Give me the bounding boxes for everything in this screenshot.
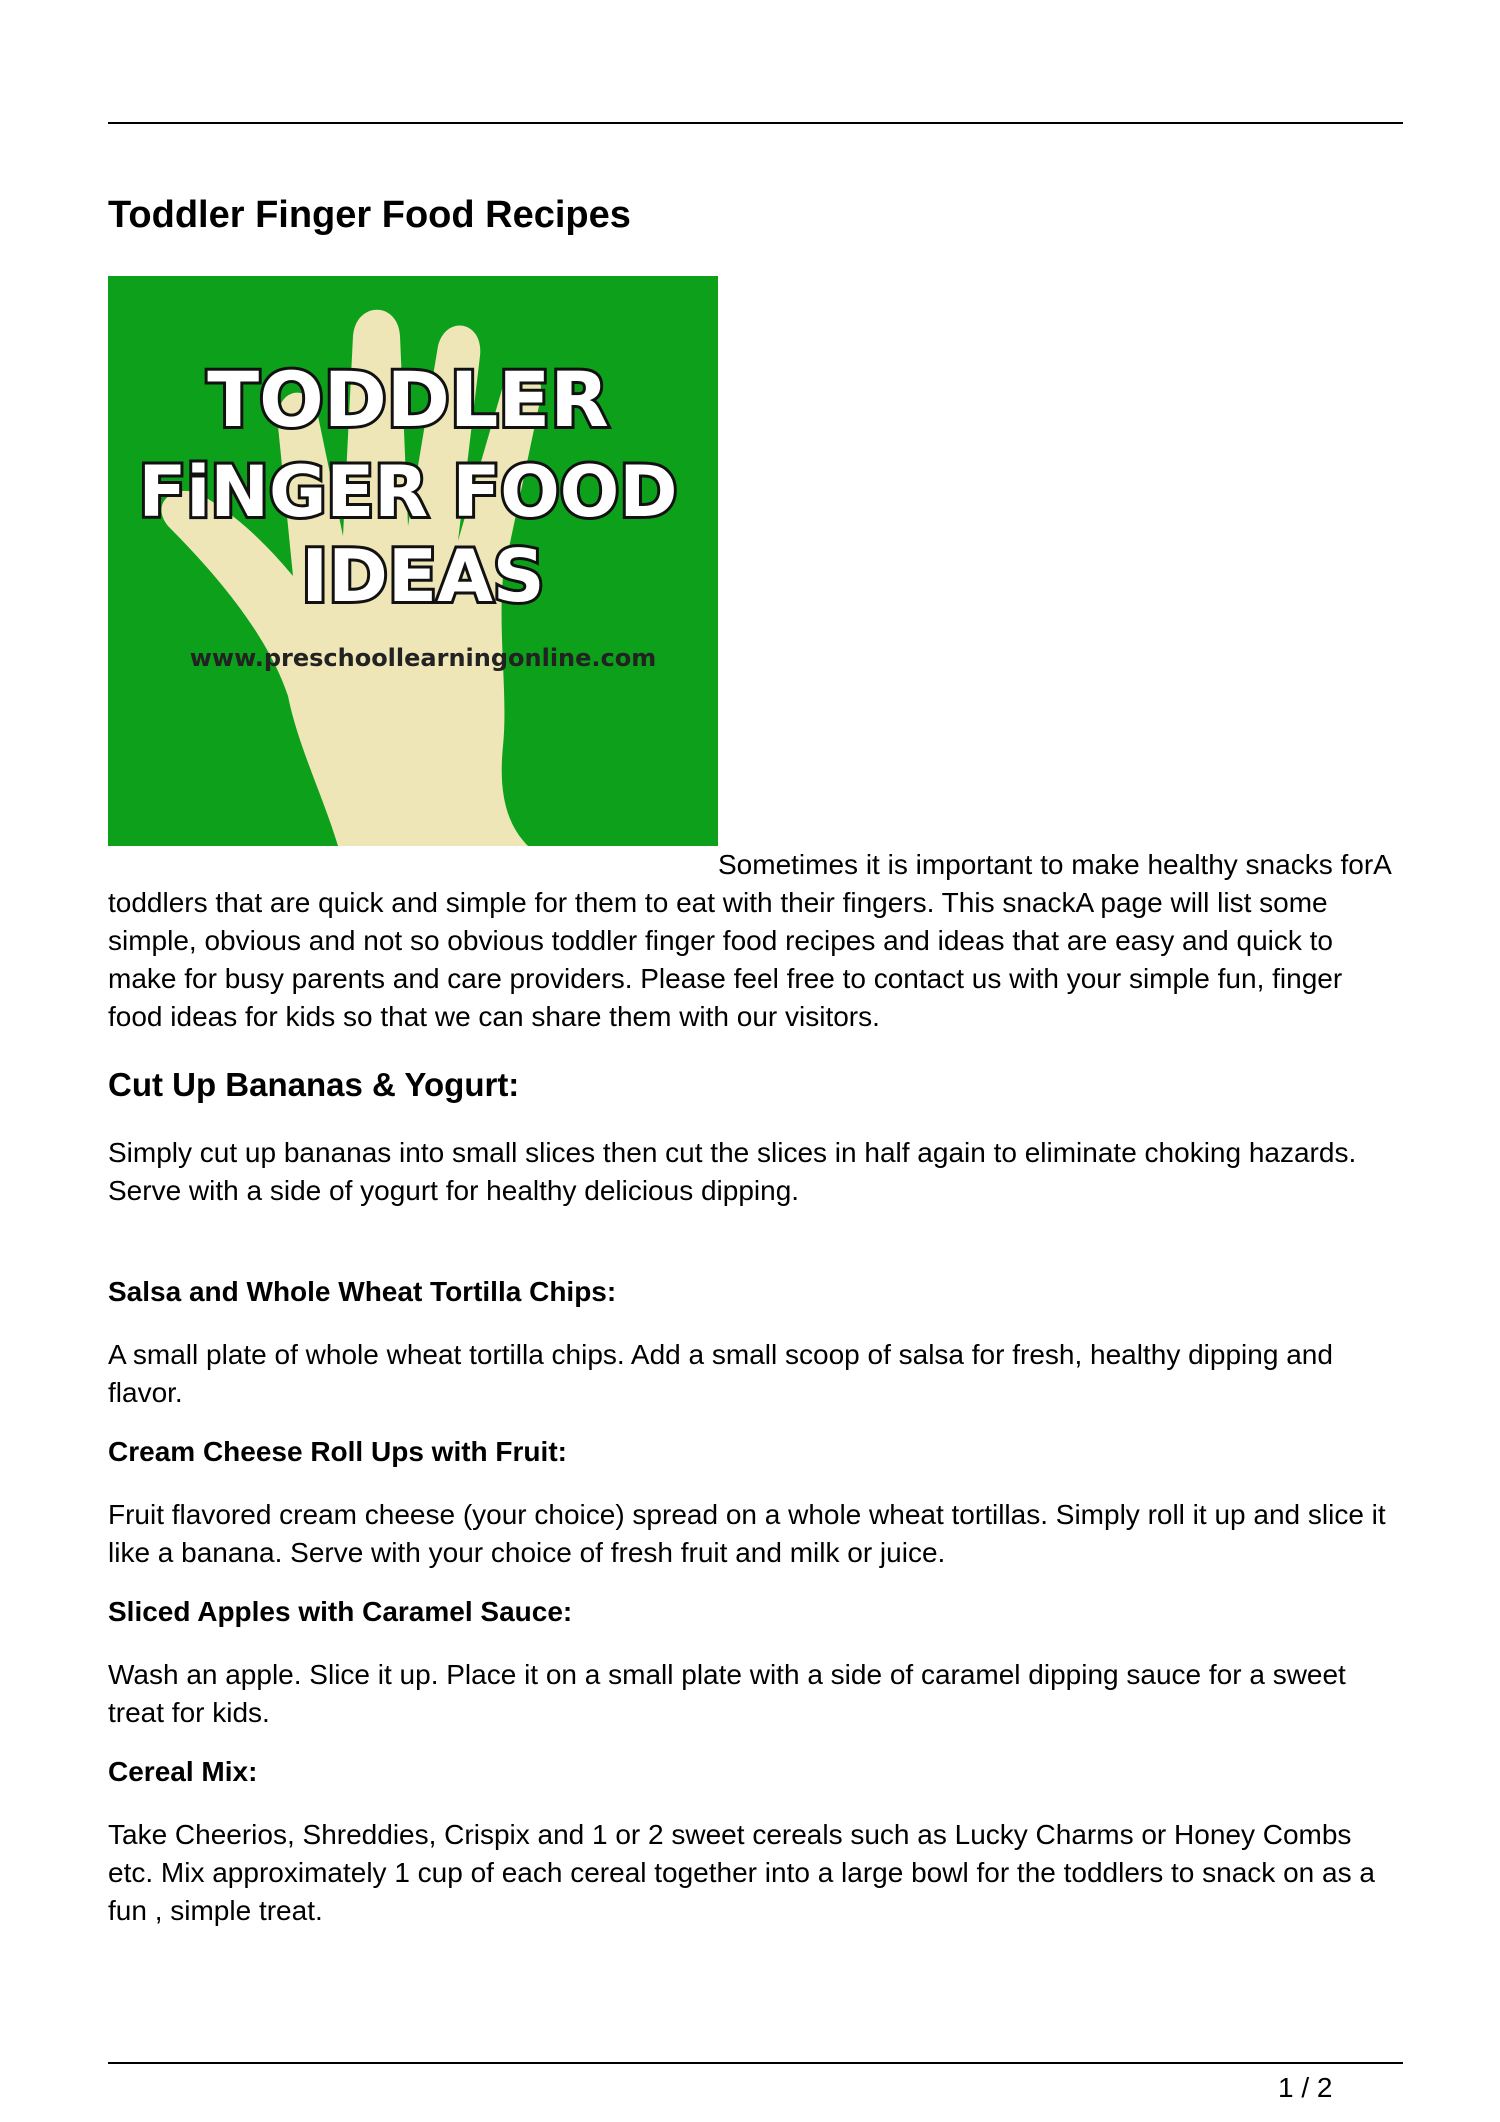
section-body: A small plate of whole wheat tortilla chips. Add a small scoop of salsa for fresh, healthy dipping and flavor. [108, 1339, 1333, 1408]
section-heading: Sliced Apples with Caramel Sauce: [108, 1596, 573, 1627]
section-heading: Cut Up Bananas & Yogurt: [108, 1066, 520, 1103]
hand-illustration [108, 276, 718, 846]
intro-paragraph: Sometimes it is important to make healthy snacks forA toddlers that are quick and simple for them to eat with their fingers. This snackA page will list some simple, obvious and not so obvious toddler finger food recipes and ideas that are easy and quick to make for busy parents and care providers. Please feel free to contact us with your simple fun, finger food ideas for kids so that we can share them with our visitors. [108, 849, 1391, 1032]
section-body: Wash an apple. Slice it up. Place it on a small plate with a side of caramel dipping sauce for a sweet treat for kids. [108, 1659, 1346, 1728]
section-body: Simply cut up bananas into small slices then cut the slices in half again to eliminate choking hazards. Serve with a side of yogurt for healthy delicious dipping. [108, 1137, 1357, 1206]
footer-rule [108, 2062, 1403, 2064]
page-number: 1 / 2 [1278, 2072, 1333, 2103]
section-heading: Cereal Mix: [108, 1756, 258, 1787]
header-rule [108, 122, 1403, 124]
section-heading: Cream Cheese Roll Ups with Fruit: [108, 1436, 567, 1467]
image-text-line3: IDEAS [301, 534, 545, 618]
image-text-line1: TODDLER [207, 355, 609, 444]
page-title: Toddler Finger Food Recipes [108, 194, 631, 236]
section-body: Fruit flavored cream cheese (your choice) spread on a whole wheat tortillas. Simply roll it up and slice it like a banana. Serve with your choice of fresh fruit and milk or juice. [108, 1499, 1386, 1568]
toddler-finger-food-image [108, 276, 718, 846]
section-body: Take Cheerios, Shreddies, Crispix and 1 or 2 sweet cereals such as Lucky Charms or Honey Combs etc. Mix approximately 1 cup of each cereal together into a large bowl for the toddlers to snack on as a fun , simple treat. [108, 1819, 1375, 1926]
image-url-text: www.preschoollearningonline.com [189, 644, 657, 672]
image-text-line2: FiNGER FOOD [138, 451, 678, 533]
section-heading: Salsa and Whole Wheat Tortilla Chips: [108, 1276, 617, 1307]
